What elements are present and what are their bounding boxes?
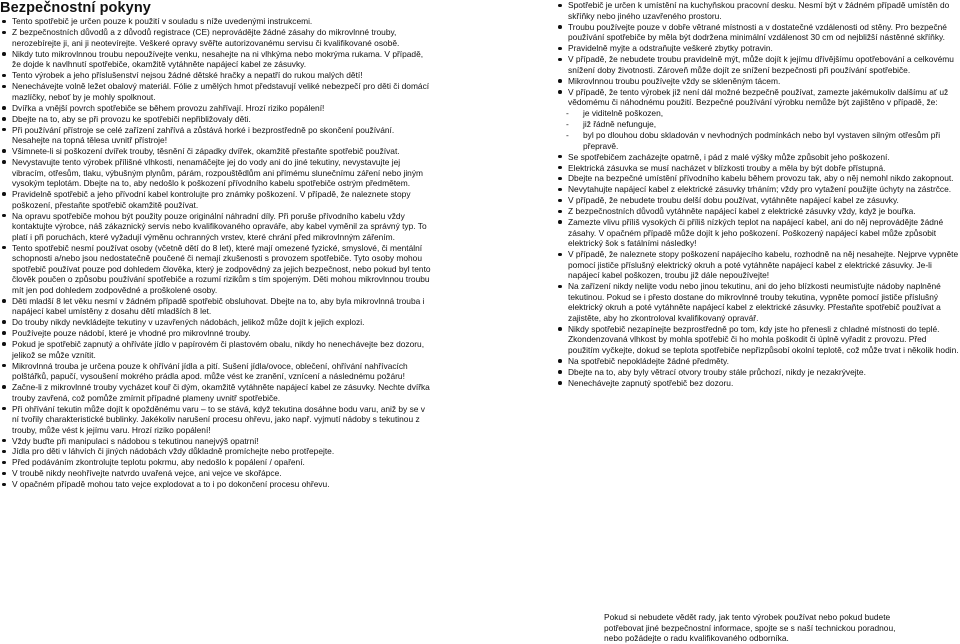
bullet-item: Pokud je spotřebič zapnutý a ohříváte jídlo v papírovém či plastovém obalu, nikdy ho nenechávejte bez dozoru, jelikož se může vznítit. bbox=[0, 339, 432, 360]
bullet-item: V případě, že nebudete troubu delší dobu používat, vytáhněte napájecí kabel ze zásuvky. bbox=[556, 195, 960, 206]
contact-note: Pokud si nebudete vědět rady, jak tento výrobek používat nebo pokud budete potřebovat jiné bezpečnostní informace, spojte se s naší technickou poradnou, nebo požádejte o radu kvalifikovaného odborníka. bbox=[604, 612, 896, 644]
left-column bbox=[0, 0, 432, 490]
bullet-item: Nevytahujte napájecí kabel z elektrické zásuvky trháním; vždy pro vytažení použijte úchyty na zástrčce. bbox=[556, 184, 960, 195]
bullet-item: Používejte pouze nádobí, které je vhodné pro mikrovlnné trouby. bbox=[0, 328, 432, 339]
bullet-item: Nikdy spotřebič nezapínejte bezprostředně po tom, kdy jste ho přenesli z chladné místnosti do teplé. Zkondenzovaná vlhkost by mohla spotřebič či ho mohla poškodit či úplně vyřadit z provozu. Před použitím vyčkejte, dokud se teplota spotřebiče nepřizpůsobí okolní teplotě, což může trvat i několik hodin. bbox=[556, 324, 960, 356]
bullet-item: V případě, že nebudete troubu pravidelně mýt, může dojít k jejímu dřívějšímu opotřebování a celkovému snížení doby životnosti. Zároveň může dojít ze snížení bezpečnosti při používání spotřebiče. bbox=[556, 54, 960, 75]
bullet-item: Pravidelně spotřebič a jeho přívodní kabel kontrolujte pro známky poškození. V případě, že naleznete stopy poškození, přestaňte spotřebič okamžitě používat. bbox=[0, 189, 432, 210]
bullet-item: V troubě nikdy neohřívejte natvrdo uvařená vejce, ani vejce ve skořápce. bbox=[0, 468, 432, 479]
bullet-item: Dbejte na to, aby byly větrací otvory trouby stále průchozí, nikdy je nezakrývejte. bbox=[556, 367, 960, 378]
bullet-item: Tento výrobek a jeho příslušenství nejsou žádné dětské hračky a nepatří do rukou malých dětí! bbox=[0, 70, 432, 81]
bullet-item: Troubu používejte pouze v dobře větrané místnosti a v dostatečné vzdálenosti od stěny. Pro bezpečné používání spotřebiče by měla být dodržena minimální vzdálenost 30 cm od nejbližší nástěnné skříňky. bbox=[556, 22, 960, 43]
right-bullet-list-a bbox=[556, 0, 960, 107]
bullet-item: Z bezpečnostních důvodů vytáhněte napájecí kabel z elektrické zásuvky vždy, když je bouřka. bbox=[556, 206, 960, 217]
bullet-item: V případě, že tento výrobek již není dál možné bezpečně používat, zamezte jakémukoliv dalšímu ať už vědomému či náhodnému použití. Bezpečné používání výrobku nemůže být zajištěno v případě, že: bbox=[556, 87, 960, 108]
bullet-item: Na opravu spotřebiče mohou být použity pouze originální náhradní díly. Při poruše přívodního kabelu vždy kontaktujte výrobce, náš zákaznický servis nebo kvalifikovaného opraváře, aby kabel vyměnil za správný typ. To platí i při poruchách, které vyžadují výměnu ochranných vrstev, které chrání před mikrovlnným zářením. bbox=[0, 211, 432, 243]
bullet-item: Při ohřívání tekutin může dojít k opožděnému varu – to se stává, když tekutina dosáhne bodu varu, aniž by se v ní tvořily charakteristické bublinky. Jakékoliv narušení procesu ohřevu, jako např. vyjmutí nádoby s tekutinou z trouby, může vést k jejímu varu. Hrozí riziko popálení! bbox=[0, 404, 432, 436]
bullet-item: V případě, že naleznete stopy poškození napájecího kabelu, rozhodně na něj nesahejte. Nejprve vypněte pomocí jističe příslušný elektrický okruh a poté vytáhněte napájecí kabel z elektrické zásuvky. Je-li napájecí kabel poškozen, troubu již dále nepoužívejte! bbox=[556, 249, 960, 281]
sub-item: - již řádně nefunguje, bbox=[556, 119, 960, 130]
bullet-item: Nikdy tuto mikrovlnnou troubu nepoužívejte venku, nesahejte na ni vlhkýma nebo mokrýma rukama. V případě, že dojde k navlhnutí spotřebiče, okamžitě vytáhněte napájecí kabel ze zásuvky. bbox=[0, 49, 432, 70]
bullet-item: Při používání přístroje se celé zařízení zahřívá a zůstává horké i bezprostředně po skončení používání. Nesahejte na topná tělesa uvnitř přístroje! bbox=[0, 125, 432, 146]
right-column bbox=[556, 0, 960, 388]
bullet-item: Mikrovlnnou troubu používejte vždy se skleněným tácem. bbox=[556, 76, 960, 87]
bullet-item: Na spotřebič nepokládejte žádné předměty. bbox=[556, 356, 960, 367]
bullet-item: Pravidelně myjte a odstraňujte veškeré zbytky potravin. bbox=[556, 43, 960, 54]
bullet-item: Nenechávejte zapnutý spotřebič bez dozoru. bbox=[556, 378, 960, 389]
bullet-item: Na zařízení nikdy nelijte vodu nebo jinou tekutinu, ani do jeho blízkosti neumisťujte nádoby naplněné tekutinou. Pokud se i přesto dostane do mikrovlnné trouby tekutina, vypněte pomocí jističe příslušný elektrický okruh a poté vytáhněte napájecí kabel z elektrické zásuvky. Přestaňte spotřebič používat a zajistěte, aby ho zkontroloval kvalifikovaný opravář. bbox=[556, 281, 960, 323]
bullet-item: V opačném případě mohou tato vejce explodovat a to i po dokončení procesu ohřevu. bbox=[0, 479, 432, 490]
bullet-item: Do trouby nikdy nevkládejte tekutiny v uzavřených nádobách, jelikož může dojít k jejich explozi. bbox=[0, 317, 432, 328]
bullet-item: Mikrovlnná trouba je určena pouze k ohřívání jídla a pití. Sušení jídla/ovoce, oblečení, ohřívání nahřívacích polštářků, papučí, vysoušení mokrého prádla apod. může vést ke zranění, vznícení a následnému požáru! bbox=[0, 361, 432, 382]
sub-item: - byl po dlouhou dobu skladován v nevhodných podmínkách nebo byl vystaven silným otřesům při přepravě. bbox=[556, 130, 960, 151]
bullet-item: Se spotřebičem zacházejte opatrně, i pád z malé výšky může způsobit jeho poškození. bbox=[556, 152, 960, 163]
bullet-item: Nenechávejte volně ležet obalový materiál. Fólie z umělých hmot představují veliké nebezpečí pro děti či domácí mazlíčky, neboť by je mohly spolknout. bbox=[0, 81, 432, 102]
sub-item: - je viditelně poškozen, bbox=[556, 108, 960, 119]
bullet-item: Všimnete-li si poškození dvířek trouby, těsnění či západky dvířek, okamžitě přestaňte spotřebič používat. bbox=[0, 146, 432, 157]
left-bullet-list bbox=[0, 16, 432, 489]
bullet-item: Zamezte vlivu příliš vysokých či příliš nízkých teplot na napájecí kabel, ani do něj neprovádějte žádné zásahy. V opačném případě může dojít k jeho poškození. Poškozený napájecí kabel může způsobit elektrický šok s fatálními následky! bbox=[556, 217, 960, 249]
bullet-item: Před podáváním zkontrolujte teplotu pokrmu, aby nedošlo k popálení / opaření. bbox=[0, 457, 432, 468]
bullet-item: Nevystavujte tento výrobek přílišné vlhkosti, nenamáčejte jej do vody ani do jiné tekutiny, nevystavujte jej vibracím, otřesům, tlaku, výbušným plynům, párám, rozpouštědlům ani přímému slunečnímu záření nebo jiným vysokým teplotám. Dbejte na to, aby nedošlo k poškození přívodního kabelu spotřebiče ostrým předmětem. bbox=[0, 157, 432, 189]
bullet-item: Tento spotřebič nesmí používat osoby (včetně dětí do 8 let), které mají omezené fyzické, smyslové, či mentální schopnosti a/nebo jsou nedostatečně poučené či nemají zkušenosti s provozem spotřebiče. Tyto osoby mohou spotřebič používat pouze pod dohledem člověka, který je zodpovědný za jejich bezpečnost, nebo pokud byl tento člověk poučen o způsobu používání spotřebiče a rozumí rizikům s tím spojeným. Děti mohou mikrovlnnou troubu mít jen pod dohledem zodpovědné a proškolené osoby. bbox=[0, 243, 432, 296]
bullet-item: Z bezpečnostních důvodů a z důvodů registrace (CE) neprovádějte žádné zásahy do mikrovlnné trouby, nerozebírejte ji, ani ji neotevírejte. Veškeré opravy svěřte autorizovanému servisu či kvalifikované osobě. bbox=[0, 27, 432, 48]
bullet-item: Dbejte na to, aby se při provozu ke spotřebiči nepřibližovaly děti. bbox=[0, 114, 432, 125]
bullet-item: Začne-li z mikrovlnné trouby vycházet kouř či dým, okamžitě vytáhněte napájecí kabel ze zásuvky. Nechte dvířka trouby zavřená, což pomůže zmírnit případné plameny uvnitř spotřebiče. bbox=[0, 382, 432, 403]
dash-sub-list bbox=[556, 108, 960, 151]
bullet-item: Spotřebič je určen k umístění na kuchyňskou pracovní desku. Nesmí být v žádném případě umístěn do skříňky nebo jiného uzavřeného prostoru. bbox=[556, 0, 960, 21]
bullet-item: Děti mladší 8 let věku nesmí v žádném případě spotřebič obsluhovat. Dbejte na to, aby byla mikrovlnná trouba i napájecí kabel umístěny z dosahu dětí mladších 8 let. bbox=[0, 296, 432, 317]
bullet-item: Jídla pro děti v láhvích či jiných nádobách vždy důkladně promíchejte nebo protřepejte. bbox=[0, 446, 432, 457]
page-title: Bezpečnostní pokyny bbox=[0, 0, 151, 16]
bullet-item: Dbejte na bezpečné umístění přívodního kabelu během provozu tak, aby o něj nemohl nikdo zakopnout. bbox=[556, 173, 960, 184]
bullet-item: Vždy buďte při manipulaci s nádobou s tekutinou nanejvýš opatrní! bbox=[0, 436, 432, 447]
bullet-item: Elektrická zásuvka se musí nacházet v blízkosti trouby a měla by být dobře přístupná. bbox=[556, 163, 960, 174]
bullet-item: Dvířka a vnější povrch spotřebiče se během provozu zahřívají. Hrozí riziko popálení! bbox=[0, 103, 432, 114]
bullet-item: Tento spotřebič je určen pouze k použití v souladu s níže uvedenými instrukcemi. bbox=[0, 16, 432, 27]
right-bullet-list-b bbox=[556, 152, 960, 389]
